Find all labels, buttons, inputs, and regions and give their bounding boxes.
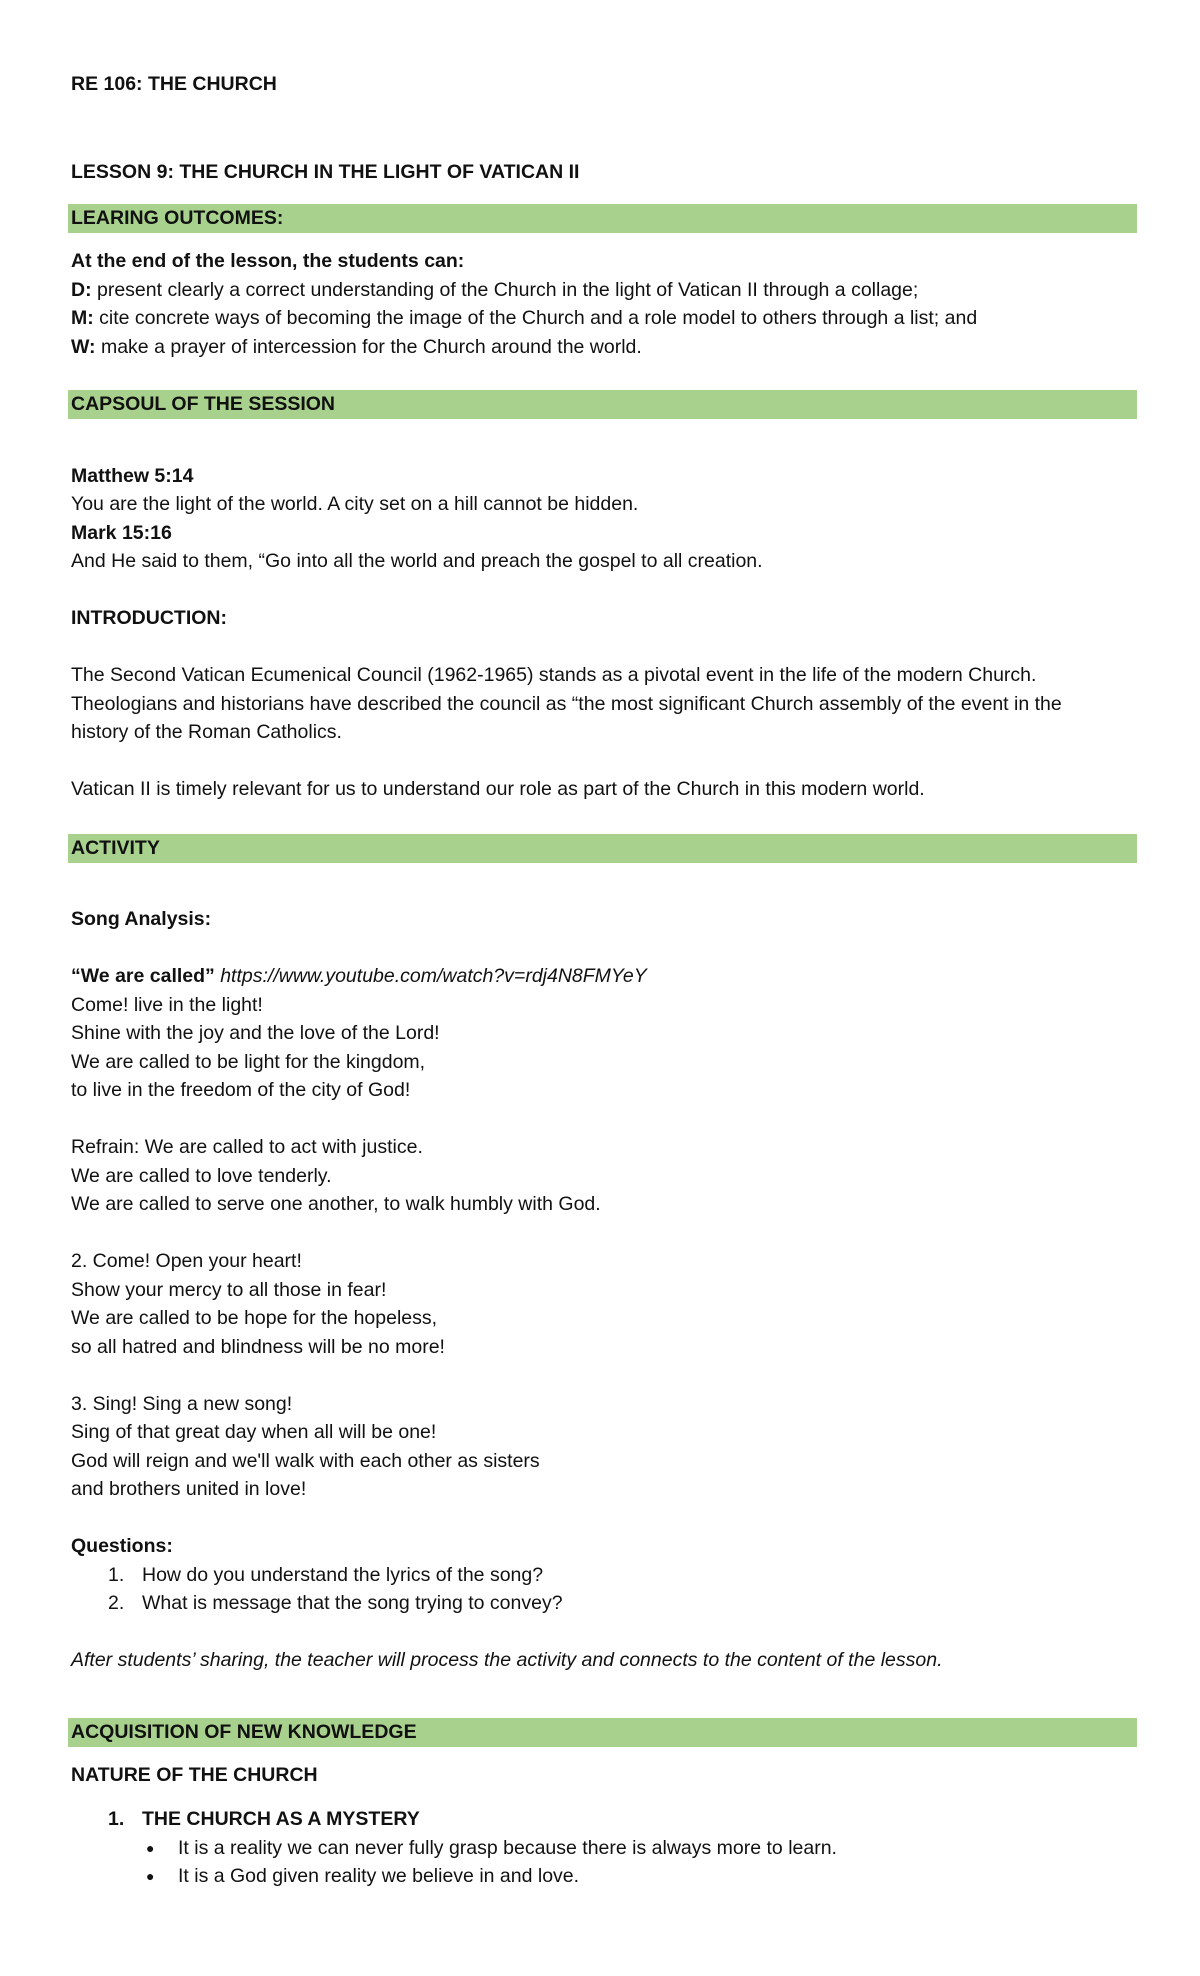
capsule-header: CAPSOUL OF THE SESSION <box>68 390 1137 419</box>
bullet-icon: ● <box>146 1840 155 1856</box>
lyric-line: God will reign and we'll walk with each other as sisters <box>71 1450 540 1472</box>
nature-of-church-heading: NATURE OF THE CHURCH <box>71 1764 318 1786</box>
question-number: 1. <box>108 1564 125 1586</box>
question-text: What is message that the song trying to convey? <box>142 1592 563 1614</box>
lyric-line: We are called to be light for the kingdom, <box>71 1051 426 1073</box>
verse-text: And He said to them, “Go into all the world and preach the gospel to all creation. <box>71 550 763 572</box>
lyric-line: Sing of that great day when all will be one! <box>71 1421 437 1443</box>
lesson-title: LESSON 9: THE CHURCH IN THE LIGHT OF VATICAN II <box>71 161 580 183</box>
introduction-header: INTRODUCTION: <box>71 607 227 629</box>
song-title-line <box>71 964 647 988</box>
outcome-tag: D: <box>71 279 92 301</box>
lyric-line: 3. Sing! Sing a new song! <box>71 1393 293 1415</box>
song-title: “We are called” <box>71 965 215 987</box>
teacher-note: After students’ sharing, the teacher will process the activity and connects to the content of the lesson. <box>71 1649 943 1671</box>
song-analysis-label: Song Analysis: <box>71 908 212 930</box>
lyric-line: We are called to be hope for the hopeless, <box>71 1307 438 1329</box>
outcome-text: cite concrete ways of becoming the image of the Church and a role model to others through a list; and <box>93 307 978 329</box>
lyric-line: and brothers united in love! <box>71 1478 307 1500</box>
acquisition-header: ACQUISITION OF NEW KNOWLEDGE <box>68 1718 1137 1747</box>
learning-outcomes-intro: At the end of the lesson, the students can: <box>71 250 465 272</box>
introduction-line: The Second Vatican Ecumenical Council (1962-1965) stands as a pivotal event in the life of the modern Church. <box>71 664 1037 686</box>
learning-outcomes-header: LEARING OUTCOMES: <box>68 204 1137 233</box>
lyric-line: to live in the freedom of the city of God! <box>71 1079 411 1101</box>
outcome-text: make a prayer of intercession for the Church around the world. <box>95 336 642 358</box>
outcome-item <box>71 335 642 359</box>
activity-header: ACTIVITY <box>68 834 1137 863</box>
outcome-text: present clearly a correct understanding of the Church in the light of Vatican II through a collage; <box>91 279 919 301</box>
lyric-line: Come! live in the light! <box>71 994 263 1016</box>
verse-text: You are the light of the world. A city set on a hill cannot be hidden. <box>71 493 639 515</box>
question-number: 2. <box>108 1592 125 1614</box>
lyric-line: Show your mercy to all those in fear! <box>71 1279 387 1301</box>
bullet-text: It is a God given reality we believe in and love. <box>178 1865 580 1887</box>
verse-reference: Matthew 5:14 <box>71 465 194 487</box>
lyric-line: so all hatred and blindness will be no more! <box>71 1336 445 1358</box>
lyric-line: Shine with the joy and the love of the Lord! <box>71 1022 440 1044</box>
outcome-tag: W: <box>71 336 96 358</box>
lyric-line: 2. Come! Open your heart! <box>71 1250 302 1272</box>
introduction-line: history of the Roman Catholics. <box>71 721 342 743</box>
bullet-text: It is a reality we can never fully grasp because there is always more to learn. <box>178 1837 837 1859</box>
course-title: RE 106: THE CHURCH <box>71 73 277 95</box>
outcome-item <box>71 278 918 302</box>
heading-number: 1. <box>108 1808 125 1830</box>
refrain-line: We are called to love tenderly. <box>71 1165 332 1187</box>
introduction-paragraph: Vatican II is timely relevant for us to understand our role as part of the Church in this modern world. <box>71 778 925 800</box>
outcome-item <box>71 306 977 330</box>
heading-text: THE CHURCH AS A MYSTERY <box>142 1808 420 1830</box>
introduction-line: Theologians and historians have described the council as “the most significant Church assembly of the event in the <box>71 693 1062 715</box>
refrain-line: We are called to serve one another, to walk humbly with God. <box>71 1193 601 1215</box>
bullet-icon: ● <box>146 1868 155 1884</box>
refrain-line: Refrain: We are called to act with justice. <box>71 1136 423 1158</box>
outcome-tag: M: <box>71 307 94 329</box>
song-link[interactable]: https://www.youtube.com/watch?v=rdj4N8FMYeY <box>214 965 647 987</box>
questions-label: Questions: <box>71 1535 173 1557</box>
verse-reference: Mark 15:16 <box>71 522 172 544</box>
question-text: How do you understand the lyrics of the song? <box>142 1564 544 1586</box>
